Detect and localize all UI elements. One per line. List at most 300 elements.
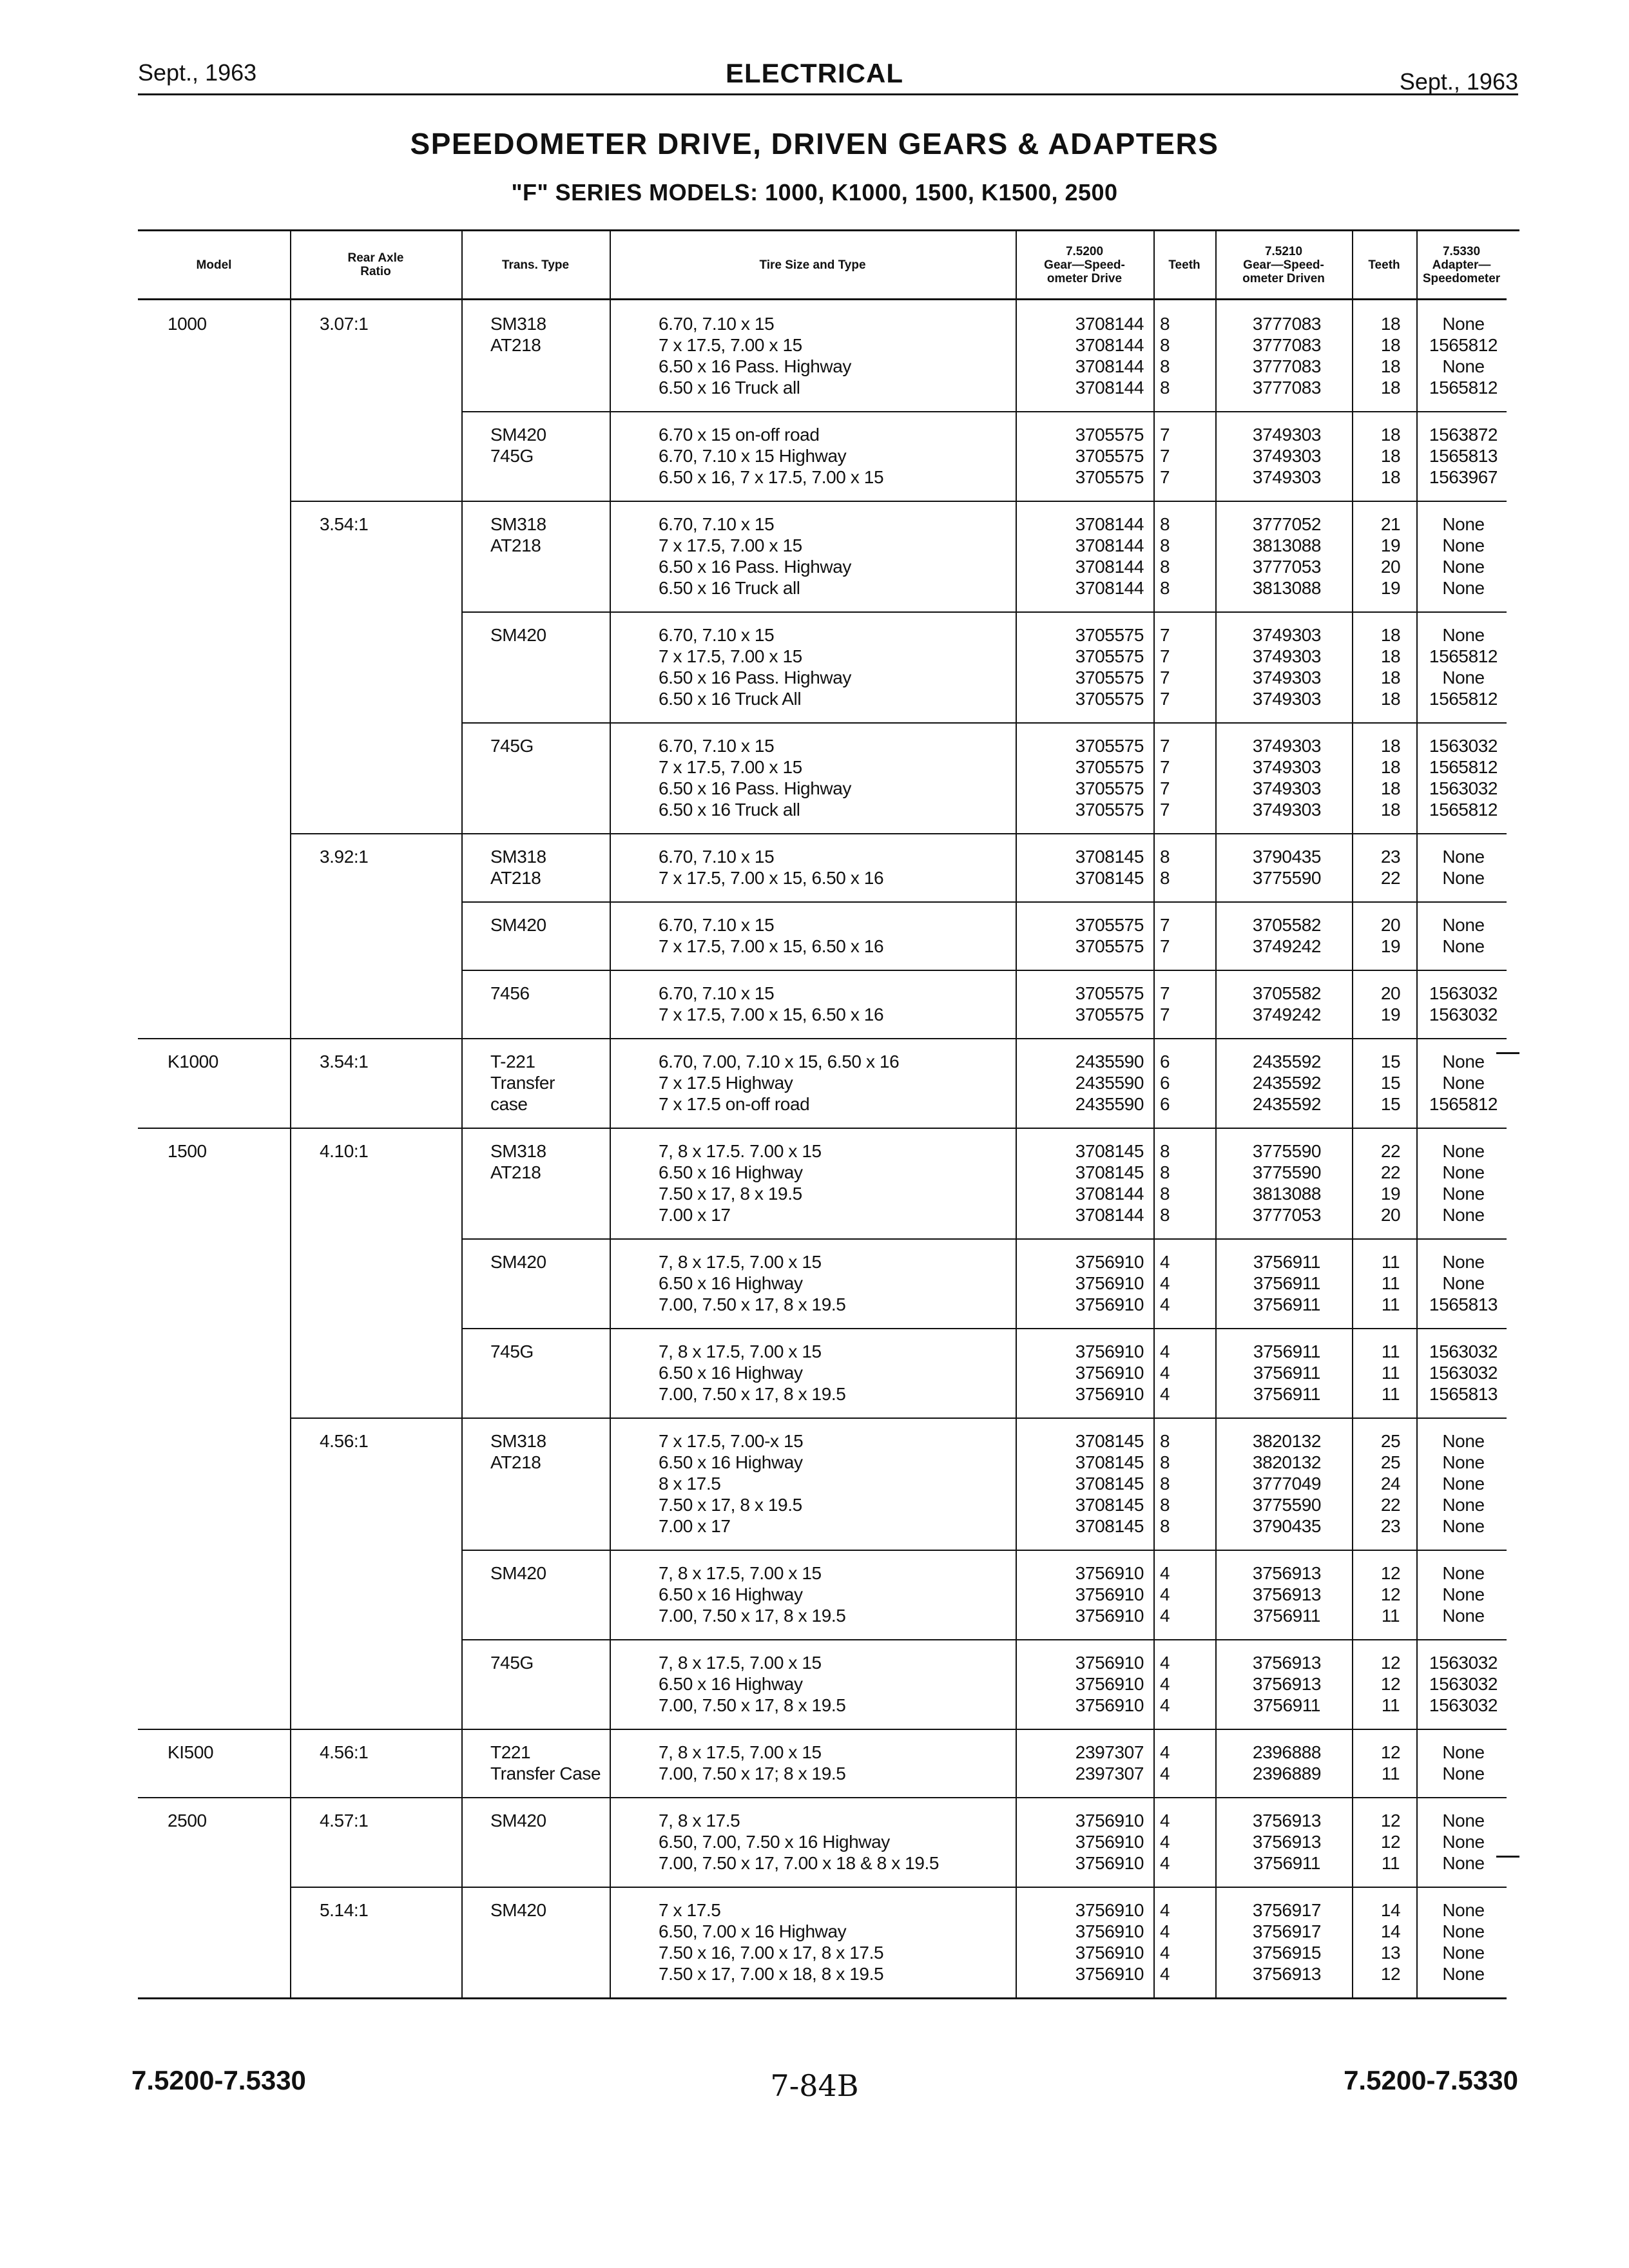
cell-drive-line: 3708144 (1075, 378, 1144, 398)
cell-driven-line: 3756911 (1253, 1294, 1321, 1314)
cell-drive-line: 3756910 (1075, 1695, 1144, 1715)
cell-drive-teeth-line: 4 (1160, 1563, 1170, 1583)
cell-adapter-line: None (1442, 1606, 1485, 1626)
cell-drive-line: 3756910 (1075, 1363, 1144, 1383)
cell-trans-line: AT218 (490, 335, 541, 355)
cell-driven-line: 3756911 (1253, 1853, 1321, 1873)
cell-driven-line: 2396889 (1252, 1763, 1322, 1783)
col-header-drive: 7.5200 Gear—Speed- ometer Drive (1044, 244, 1125, 285)
cell-trans (490, 914, 546, 936)
cell-adapter-line: 1565812 (1429, 378, 1498, 398)
cell-driven (1226, 1652, 1348, 1716)
cell-drive-teeth-line: 8 (1160, 1452, 1170, 1472)
cell-drive-teeth-line: 7 (1160, 425, 1170, 445)
cell-driven-teeth-line: 14 (1380, 1921, 1401, 1941)
cell-driven-teeth-line: 18 (1380, 689, 1401, 709)
cell-adapter-line: 1563032 (1429, 1341, 1498, 1361)
cell-drive-line: 2435590 (1075, 1094, 1144, 1114)
cell-drive-line: 3756910 (1075, 1943, 1144, 1963)
cell-tire (659, 514, 851, 599)
cell-driven-teeth-line: 18 (1380, 335, 1401, 355)
cell-drive (1028, 424, 1144, 488)
cell-driven-teeth-line: 18 (1380, 757, 1401, 777)
cell-driven-teeth-line: 11 (1381, 1384, 1400, 1404)
cell-drive-teeth-line: 7 (1160, 778, 1170, 798)
header-date-right: Sept., 1963 (1399, 68, 1518, 95)
cell-driven-line: 3756913 (1252, 1832, 1322, 1852)
cell-driven-line: 3749303 (1252, 646, 1322, 666)
cell-drive-teeth (1160, 313, 1199, 398)
cell-drive-line: 3756910 (1075, 1563, 1144, 1583)
cell-drive-line: 3705575 (1075, 778, 1144, 798)
cell-tire-line: 6.50 x 16, 7 x 17.5, 7.00 x 15 (659, 467, 884, 487)
cell-drive-line: 3708145 (1075, 1452, 1144, 1472)
cell-driven-teeth-line: 24 (1380, 1474, 1401, 1494)
cell-tire-line: 6.50 x 16 Highway (659, 1674, 803, 1694)
cell-driven (1226, 624, 1348, 709)
table-row (138, 611, 1507, 722)
cell-trans (490, 514, 546, 556)
cell-drive-teeth (1160, 1810, 1199, 1874)
col-header-driven: 7.5210 Gear—Speed- ometer Driven (1242, 244, 1325, 285)
cell-drive-line: 2435590 (1075, 1073, 1144, 1093)
col-header-ratio: Rear Axle Ratio (347, 251, 404, 278)
cell-trans (490, 1899, 546, 1921)
table-row (138, 1639, 1507, 1729)
cell-trans-line: AT218 (490, 868, 541, 888)
cell-drive-teeth (1160, 914, 1199, 957)
cell-driven-teeth-line: 18 (1380, 736, 1401, 756)
cell-drive (1028, 1051, 1144, 1115)
cell-drive-line: 3756910 (1075, 1384, 1144, 1404)
cell-tire-line: 7 x 17.5, 7.00 x 15 (659, 646, 802, 666)
footer-range-left: 7.5200-7.5330 (131, 2065, 306, 2095)
cell-drive-line: 3705575 (1075, 915, 1144, 935)
cell-driven-line: 3756917 (1252, 1900, 1322, 1920)
cell-tire-line: 7 x 17.5 (659, 1900, 721, 1920)
cell-driven-teeth-line: 15 (1380, 1052, 1401, 1072)
cell-tire (659, 983, 883, 1025)
cell-tire-line: 7.00, 7.50 x 17, 8 x 19.5 (659, 1606, 846, 1626)
cell-drive-teeth-line: 8 (1160, 356, 1170, 376)
cell-driven (1226, 1251, 1348, 1315)
table-row (138, 1328, 1507, 1418)
cell-drive-teeth-line: 4 (1160, 1853, 1170, 1873)
cell-tire-line: 7.50 x 16, 7.00 x 17, 8 x 17.5 (659, 1943, 884, 1963)
cell-drive-teeth-line: 4 (1160, 1294, 1170, 1314)
cell-driven-teeth-line: 19 (1380, 936, 1401, 956)
cell-tire-line: 6.70, 7.10 x 15 (659, 736, 775, 756)
cell-tire-line: 6.50 x 16 Truck all (659, 578, 800, 598)
cell-drive (1028, 1742, 1144, 1784)
cell-drive-teeth-line: 8 (1160, 1431, 1170, 1451)
cell-driven-line: 3775590 (1252, 868, 1322, 888)
cell-adapter-line: 1563032 (1429, 1004, 1498, 1024)
cell-driven-line: 3756911 (1253, 1341, 1321, 1361)
cell-adapter-line: 1565812 (1429, 335, 1498, 355)
cell-driven-line: 3749303 (1252, 625, 1322, 645)
cell-model: 1000 (168, 314, 207, 334)
cell-adapter-line: None (1442, 1742, 1485, 1762)
cell-drive (1028, 1810, 1144, 1874)
cell-tire-line: 6.50 x 16 Highway (659, 1273, 803, 1293)
cell-driven-line: 3756913 (1252, 1563, 1322, 1583)
cell-adapter-line: None (1442, 668, 1485, 687)
cell-adapter-line: 1563032 (1429, 983, 1498, 1003)
cell-drive-teeth-line: 7 (1160, 800, 1170, 820)
col-header-tire: Tire Size and Type (759, 258, 866, 272)
cell-adapter (1409, 983, 1518, 1025)
cell-drive-line: 3708144 (1075, 335, 1144, 355)
cell-driven-line: 3777053 (1252, 1205, 1322, 1225)
cell-driven-teeth-line: 19 (1380, 1004, 1401, 1024)
cell-drive-teeth-line: 4 (1160, 1921, 1170, 1941)
cell-tire-line: 6.70, 7.10 x 15 Highway (659, 446, 847, 466)
cell-adapter (1409, 1899, 1518, 1984)
cell-driven (1226, 1742, 1348, 1784)
cell-ratio: 3.07:1 (320, 314, 369, 334)
speedometer-gear-table (138, 229, 1507, 1999)
cell-trans-line: AT218 (490, 1452, 541, 1472)
cell-tire-line: 7, 8 x 17.5, 7.00 x 15 (659, 1653, 822, 1673)
header-rule (138, 93, 1518, 95)
cell-drive-teeth (1160, 1562, 1199, 1626)
cell-driven-teeth-line: 11 (1381, 1252, 1400, 1272)
cell-adapter-line: None (1442, 1184, 1485, 1204)
cell-drive (1028, 1562, 1144, 1626)
cell-trans-line: T221 (490, 1742, 531, 1762)
cell-tire-line: 6.50 x 16 Pass. Highway (659, 668, 851, 687)
cell-adapter (1409, 1051, 1518, 1115)
cell-adapter-line: 1565813 (1429, 1384, 1498, 1404)
cell-drive-teeth (1160, 1899, 1199, 1984)
cell-drive-teeth (1160, 1430, 1199, 1537)
cell-adapter-line: 1565812 (1429, 757, 1498, 777)
cell-ratio: 4.56:1 (320, 1742, 369, 1762)
cell-drive-teeth-line: 4 (1160, 1832, 1170, 1852)
cell-drive-line: 3705575 (1075, 736, 1144, 756)
cell-driven-line: 3756913 (1252, 1674, 1322, 1694)
cell-drive-teeth-line: 8 (1160, 847, 1170, 867)
cell-trans-line: SM318 (490, 514, 546, 534)
section-title: ELECTRICAL (726, 58, 903, 88)
cell-trans-line: SM420 (490, 915, 546, 935)
col-header-driven-teeth: Teeth (1368, 258, 1400, 272)
cell-drive-line: 3708145 (1075, 1431, 1144, 1451)
cell-driven-line: 3756913 (1252, 1964, 1322, 1984)
cell-drive-teeth-line: 7 (1160, 668, 1170, 687)
cell-adapter-line: None (1442, 936, 1485, 956)
cell-drive-teeth-line: 4 (1160, 1695, 1170, 1715)
cell-drive-teeth (1160, 846, 1199, 889)
cell-driven-teeth-line: 18 (1380, 778, 1401, 798)
cell-drive-line: 3756910 (1075, 1674, 1144, 1694)
cell-driven-line: 3777083 (1252, 356, 1322, 376)
cell-trans-line: SM420 (490, 1252, 546, 1272)
cell-drive-teeth-line: 4 (1160, 1811, 1170, 1831)
cell-adapter-line: 1565812 (1429, 1094, 1498, 1114)
cell-drive-teeth-line: 6 (1160, 1052, 1170, 1072)
cell-adapter-line: None (1442, 1073, 1485, 1093)
cell-drive-line: 3708145 (1075, 1162, 1144, 1182)
cell-drive-line: 3705575 (1075, 689, 1144, 709)
cell-adapter (1409, 1430, 1518, 1537)
cell-drive-line: 3708144 (1075, 356, 1144, 376)
footer-range-right: 7.5200-7.5330 (1344, 2065, 1518, 2095)
cell-tire-line: 6.50 x 16 Pass. Highway (659, 778, 851, 798)
cell-adapter-line: None (1442, 514, 1485, 534)
cell-drive-line: 3708144 (1075, 535, 1144, 555)
cell-tire-line: 7.00, 7.50 x 17, 8 x 19.5 (659, 1384, 846, 1404)
cell-tire-line: 7, 8 x 17.5. 7.00 x 15 (659, 1141, 822, 1161)
cell-adapter (1409, 914, 1518, 957)
cell-drive (1028, 1652, 1144, 1716)
table-row (138, 833, 1507, 901)
cell-drive (1028, 1430, 1144, 1537)
cell-tire-line: 6.70, 7.10 x 15 (659, 915, 775, 935)
table-header (138, 229, 1507, 300)
cell-drive-teeth-line: 4 (1160, 1273, 1170, 1293)
cell-drive-teeth-line: 4 (1160, 1606, 1170, 1626)
cell-model: 1500 (168, 1141, 207, 1161)
page-number: 7-84B (770, 2068, 859, 2103)
cell-trans-line: 7456 (490, 983, 530, 1003)
table-row (138, 1128, 1507, 1238)
cell-drive-line: 2435590 (1075, 1052, 1144, 1072)
cell-tire-line: 6.50 x 16 Pass. Highway (659, 356, 851, 376)
cell-adapter (1409, 313, 1518, 398)
cell-drive-teeth-line: 7 (1160, 736, 1170, 756)
table-row (138, 1887, 1507, 1997)
cell-driven-teeth-line: 12 (1380, 1584, 1401, 1604)
cell-drive-teeth (1160, 1652, 1199, 1716)
cell-drive-line: 3705575 (1075, 936, 1144, 956)
cell-drive-line: 3708144 (1075, 1184, 1144, 1204)
cell-drive-teeth (1160, 424, 1199, 488)
cell-tire-line: 7 x 17.5, 7.00 x 15 (659, 757, 802, 777)
cell-drive-teeth-line: 4 (1160, 1674, 1170, 1694)
cell-adapter-line: None (1442, 1431, 1485, 1451)
table-row (138, 1418, 1507, 1550)
cell-drive-line: 3708145 (1075, 1474, 1144, 1494)
cell-adapter-line: None (1442, 1252, 1485, 1272)
cell-driven-teeth-line: 22 (1380, 1495, 1401, 1515)
cell-adapter-line: None (1442, 1052, 1485, 1072)
cell-trans (490, 1140, 546, 1183)
cell-drive-teeth-line: 4 (1160, 1341, 1170, 1361)
cell-driven-teeth-line: 20 (1380, 983, 1401, 1003)
cell-driven-teeth-line: 11 (1381, 1273, 1400, 1293)
cell-driven (1226, 735, 1348, 820)
cell-driven-line: 3749303 (1252, 446, 1322, 466)
cell-driven (1226, 1810, 1348, 1874)
cell-adapter-line: None (1442, 1964, 1485, 1984)
table-row (138, 970, 1507, 1038)
cell-drive-teeth-line: 8 (1160, 1474, 1170, 1494)
cell-driven-line: 3749303 (1252, 467, 1322, 487)
cell-drive-line: 3708145 (1075, 1141, 1144, 1161)
cell-driven-teeth-line: 19 (1380, 578, 1401, 598)
cell-trans-line: 745G (490, 1341, 534, 1361)
cell-driven-line: 3756917 (1252, 1921, 1322, 1941)
cell-trans-line: Transfer Case (490, 1763, 601, 1783)
cell-trans-line: SM420 (490, 625, 546, 645)
cell-driven-teeth-line: 25 (1380, 1452, 1401, 1472)
table-row (138, 722, 1507, 833)
cell-tire-line: 7 x 17.5, 7.00 x 15, 6.50 x 16 (659, 1004, 884, 1024)
cell-drive-line: 3756910 (1075, 1832, 1144, 1852)
cell-driven-line: 3756911 (1253, 1695, 1321, 1715)
cell-drive-line: 3708145 (1075, 868, 1144, 888)
cell-tire-line: 7.00, 7.50 x 17; 8 x 19.5 (659, 1763, 846, 1783)
cell-adapter-line: None (1442, 915, 1485, 935)
cell-adapter-line: None (1442, 1495, 1485, 1515)
cell-tire-line: 7 x 17.5 Highway (659, 1073, 793, 1093)
cell-drive-teeth-line: 8 (1160, 1184, 1170, 1204)
cell-tire-line: 6.50 x 16 Highway (659, 1162, 803, 1182)
cell-driven-line: 3756911 (1253, 1252, 1321, 1272)
cell-adapter (1409, 624, 1518, 709)
cell-drive-line: 3708145 (1075, 1516, 1144, 1536)
cell-driven-line: 3756911 (1253, 1363, 1321, 1383)
cell-driven (1226, 1899, 1348, 1984)
cell-drive (1028, 1341, 1144, 1405)
cell-drive-teeth-line: 8 (1160, 1162, 1170, 1182)
cell-adapter-line: None (1442, 1273, 1485, 1293)
cell-driven-teeth-line: 12 (1380, 1964, 1401, 1984)
cell-adapter-line: None (1442, 535, 1485, 555)
cell-tire-line: 6.50 x 16 Truck All (659, 689, 802, 709)
cell-driven-line: 3749303 (1252, 736, 1322, 756)
cell-drive-teeth-line: 8 (1160, 1516, 1170, 1536)
cell-tire-line: 6.50, 7.00 x 16 Highway (659, 1921, 847, 1941)
cell-driven-line: 3813088 (1252, 1184, 1322, 1204)
cell-drive-teeth-line: 4 (1160, 1363, 1170, 1383)
cell-driven-line: 2396888 (1252, 1742, 1322, 1762)
cell-trans (490, 1652, 534, 1673)
cell-driven (1226, 424, 1348, 488)
col-header-trans: Trans. Type (501, 258, 570, 272)
cell-trans (490, 313, 546, 356)
cell-drive-line: 3756910 (1075, 1252, 1144, 1272)
cell-adapter-line: 1565812 (1429, 689, 1498, 709)
cell-driven-teeth-line: 18 (1380, 467, 1401, 487)
cell-drive-line: 3705575 (1075, 668, 1144, 687)
cell-driven-teeth-line: 18 (1380, 646, 1401, 666)
cell-tire-line: 7, 8 x 17.5, 7.00 x 15 (659, 1563, 822, 1583)
cell-drive (1028, 983, 1144, 1025)
cell-driven-line: 3775590 (1252, 1495, 1322, 1515)
cell-trans (490, 1562, 546, 1584)
cell-drive-line: 2397307 (1075, 1742, 1144, 1762)
cell-tire-line: 6.50, 7.00, 7.50 x 16 Highway (659, 1832, 890, 1852)
cell-adapter-line: 1565813 (1429, 1294, 1498, 1314)
cell-drive-teeth-line: 7 (1160, 757, 1170, 777)
cell-adapter-line: 1563032 (1429, 1674, 1498, 1694)
cell-driven (1226, 313, 1348, 398)
cell-trans-line: Transfer (490, 1073, 555, 1093)
cell-adapter-line: None (1442, 557, 1485, 577)
cell-drive-teeth (1160, 735, 1199, 820)
cell-driven-teeth-line: 18 (1380, 800, 1401, 820)
cell-driven-teeth-line: 19 (1380, 1184, 1401, 1204)
cell-tire (659, 624, 851, 709)
cell-ratio: 3.54:1 (320, 1052, 369, 1072)
cell-drive-line: 3705575 (1075, 625, 1144, 645)
cell-adapter (1409, 1562, 1518, 1626)
cell-driven-teeth-line: 25 (1380, 1431, 1401, 1451)
cell-drive-line: 3756910 (1075, 1921, 1144, 1941)
cell-adapter-line: None (1442, 1900, 1485, 1920)
cell-drive-teeth (1160, 1140, 1199, 1225)
table-row (138, 901, 1507, 970)
cell-tire-line: 6.50 x 16 Highway (659, 1584, 803, 1604)
cell-tire (659, 735, 851, 820)
cell-driven-teeth-line: 18 (1380, 378, 1401, 398)
cell-drive-teeth-line: 4 (1160, 1763, 1170, 1783)
cell-adapter (1409, 1341, 1518, 1405)
cell-adapter-line: 1563032 (1429, 778, 1498, 798)
cell-tire-line: 7 x 17.5, 7.00 x 15, 6.50 x 16 (659, 936, 884, 956)
cell-adapter-line: 1563032 (1429, 736, 1498, 756)
cell-tire-line: 6.70, 7.00, 7.10 x 15, 6.50 x 16 (659, 1052, 900, 1072)
cell-adapter-line: 1563032 (1429, 1695, 1498, 1715)
cell-trans-line: AT218 (490, 535, 541, 555)
cell-driven-line: 3756913 (1252, 1653, 1322, 1673)
cell-driven-line: 3777049 (1252, 1474, 1322, 1494)
cell-drive-teeth-line: 8 (1160, 578, 1170, 598)
cell-driven-line: 3777083 (1252, 378, 1322, 398)
cell-drive-teeth (1160, 514, 1199, 599)
cell-driven-teeth-line: 12 (1380, 1832, 1401, 1852)
cell-driven (1226, 846, 1348, 889)
col-header-adapter: 7.5330 Adapter— Speedometer (1422, 244, 1501, 285)
cell-trans (490, 983, 530, 1004)
cell-drive-line: 3756910 (1075, 1653, 1144, 1673)
cell-adapter-line: None (1442, 1141, 1485, 1161)
cell-driven-line: 3813088 (1252, 578, 1322, 598)
cell-driven-teeth-line: 12 (1380, 1674, 1401, 1694)
cell-driven-teeth-line: 20 (1380, 915, 1401, 935)
cell-driven-line: 3777053 (1252, 557, 1322, 577)
table-row (138, 411, 1507, 501)
cell-adapter (1409, 1251, 1518, 1315)
table-row (138, 1797, 1507, 1887)
cell-driven-teeth-line: 18 (1380, 625, 1401, 645)
cell-trans-line: SM420 (490, 1563, 546, 1583)
cell-drive-line: 3756910 (1075, 1341, 1144, 1361)
cell-driven-line: 2435592 (1252, 1073, 1322, 1093)
cell-tire-line: 6.50 x 16 Highway (659, 1452, 803, 1472)
cell-driven (1226, 1140, 1348, 1225)
cell-driven-teeth-line: 15 (1380, 1094, 1401, 1114)
cell-adapter-line: 1563872 (1429, 425, 1498, 445)
cell-ratio: 4.56:1 (320, 1431, 369, 1451)
cell-adapter-line: None (1442, 1162, 1485, 1182)
cell-driven (1226, 1051, 1348, 1115)
cell-driven-line: 3813088 (1252, 535, 1322, 555)
cell-adapter (1409, 846, 1518, 889)
cell-driven-line: 3749303 (1252, 800, 1322, 820)
cell-driven-teeth-line: 15 (1380, 1073, 1401, 1093)
cell-trans (490, 1341, 534, 1362)
cell-drive-line: 3756910 (1075, 1294, 1144, 1314)
cell-tire (659, 1051, 899, 1115)
page-subtitle: "F" SERIES MODELS: 1000, K1000, 1500, K1500, 2500 (511, 179, 1118, 206)
cell-driven-teeth-line: 11 (1381, 1341, 1400, 1361)
cell-driven-teeth-line: 18 (1380, 314, 1401, 334)
cell-driven-line: 3749303 (1252, 689, 1322, 709)
